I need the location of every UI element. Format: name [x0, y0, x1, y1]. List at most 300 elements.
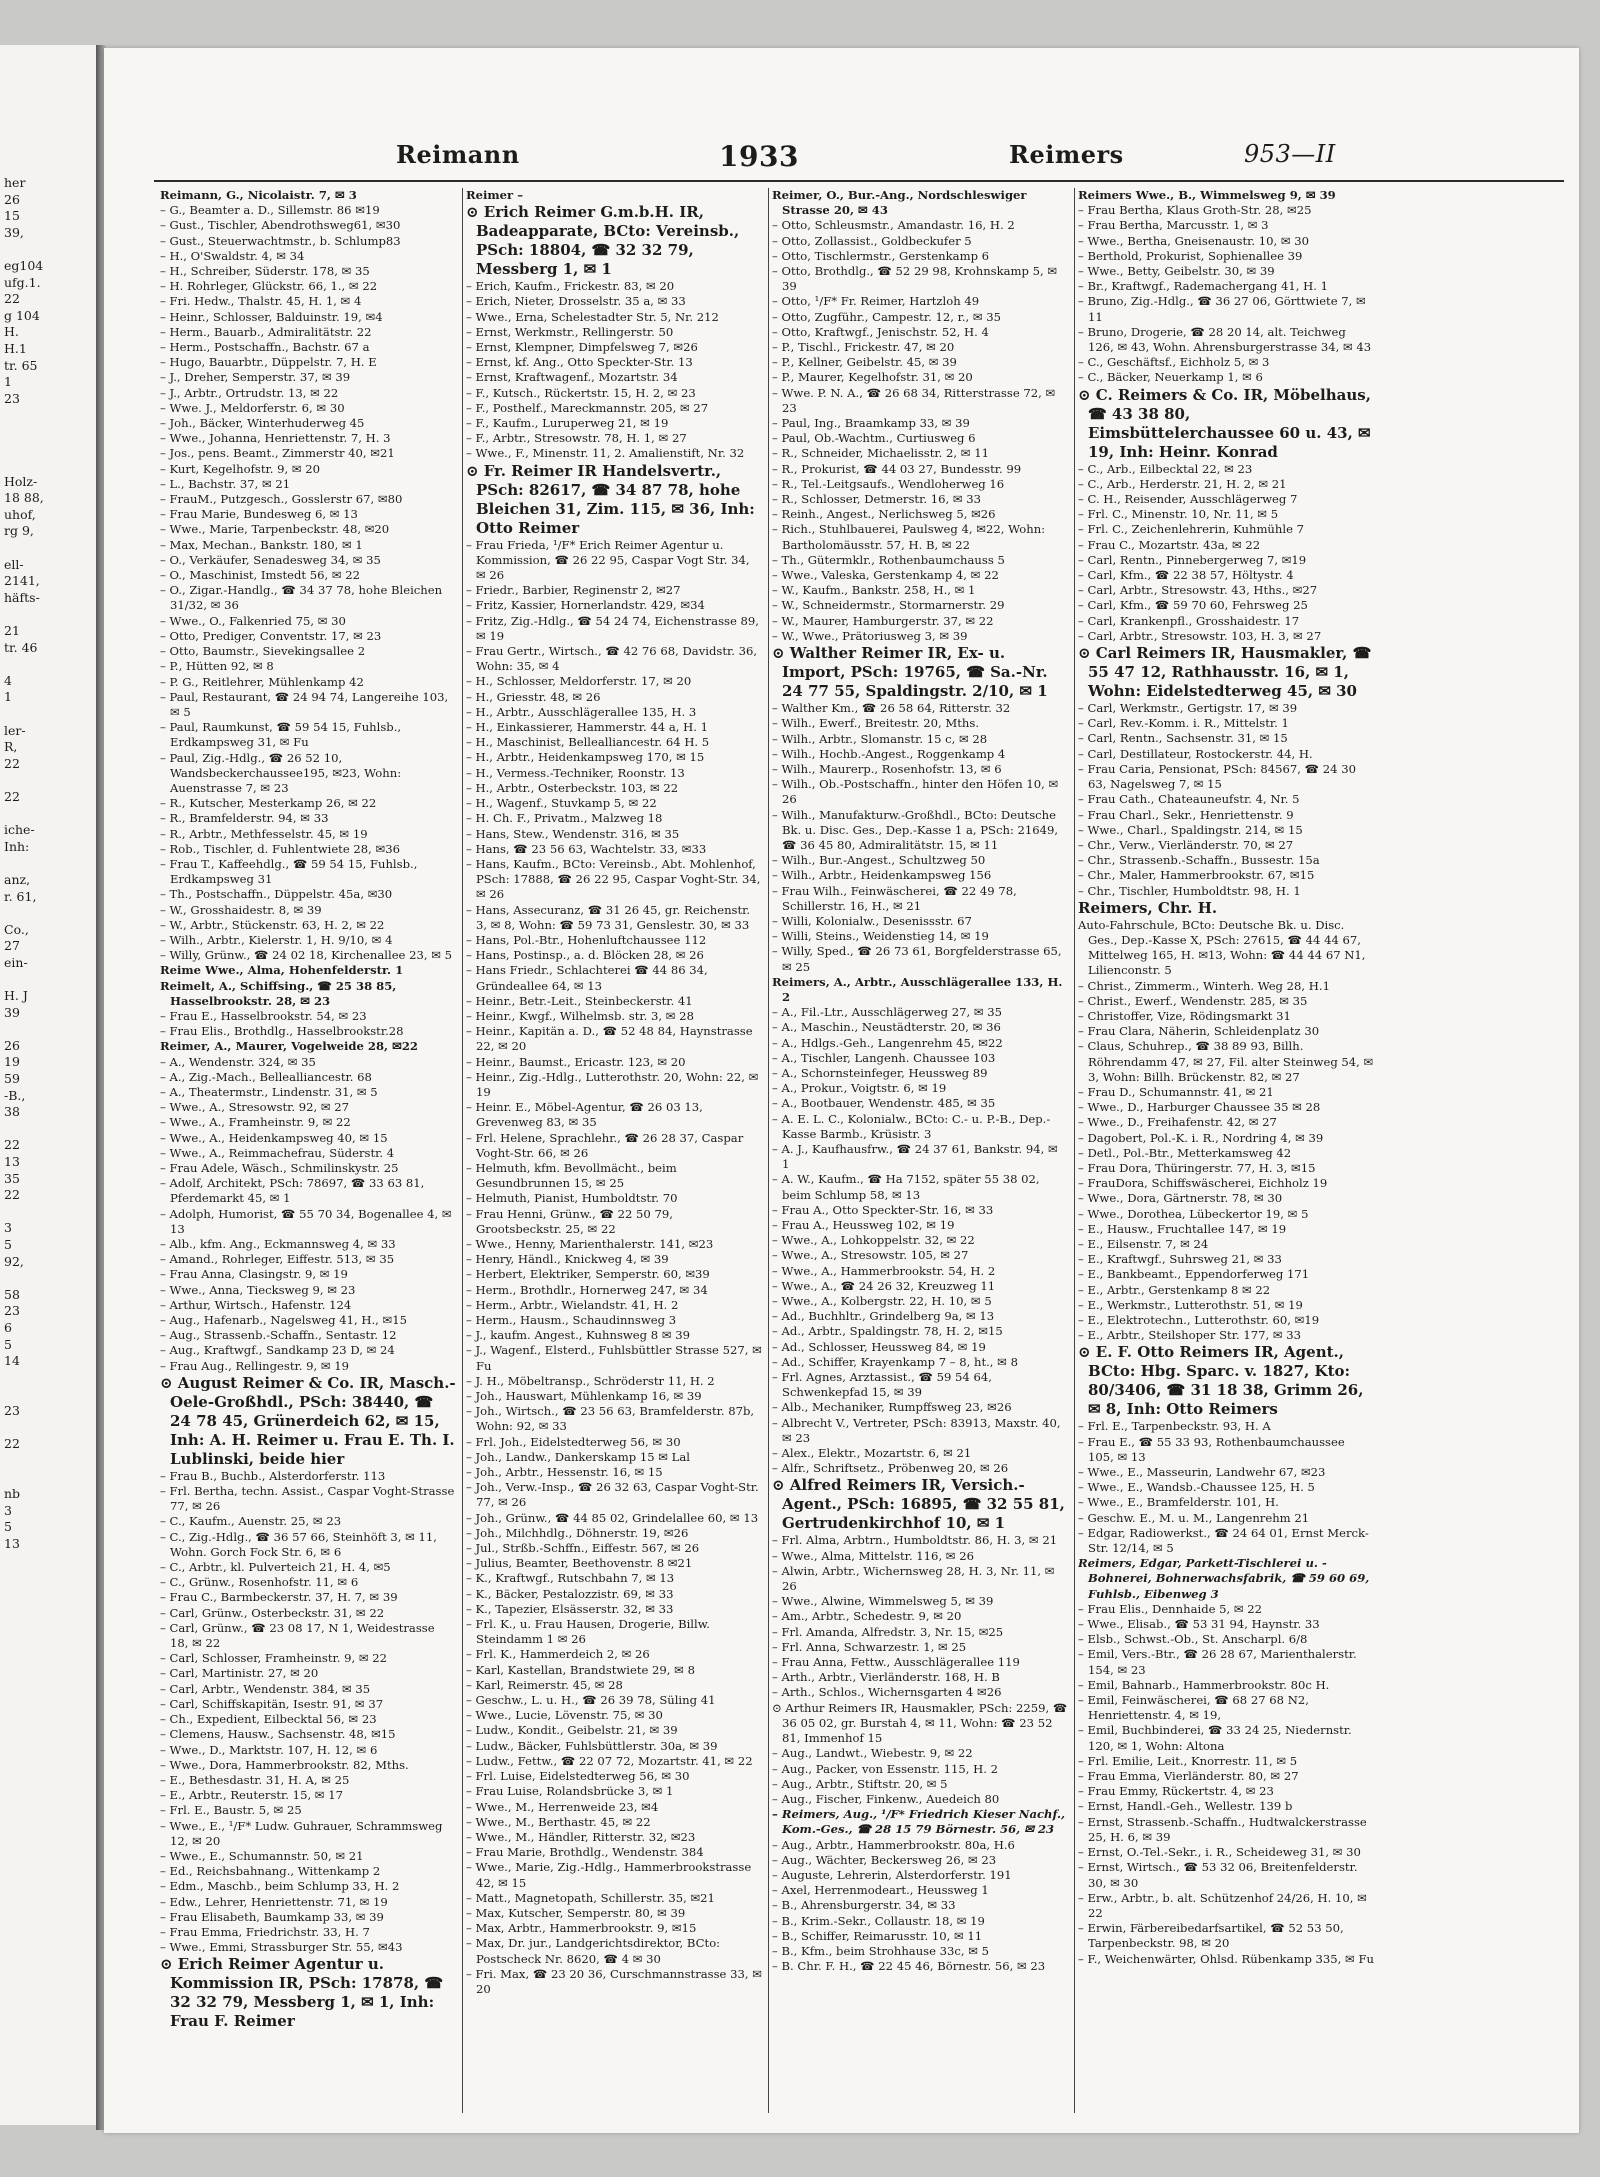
directory-entry: – Otto, Zollassist., Goldbeckufer 5 [772, 233, 972, 248]
directory-entry: – Heinr., Baumst., Ericastr. 123, ✉ 20 [466, 1054, 686, 1069]
directory-entry: – Otto, Brothdlg., ☎ 52 29 98, Krohnskamp 5, ✉ 39 [772, 264, 1058, 294]
directory-entry: – W., Arbtr., Stückenstr. 63, H. 2, ✉ 22 [160, 917, 385, 932]
left-fragment-line: eg104 [4, 257, 44, 273]
directory-entry: – Carl, Schiffskapitän, Isestr. 91, ✉ 37 [160, 1696, 384, 1711]
column-divider [1074, 188, 1075, 2113]
directory-entry: – A., Schornsteinfeger, Heussweg 89 [772, 1065, 988, 1080]
left-fragment-line [4, 424, 96, 441]
left-fragment-line [4, 972, 96, 989]
directory-entry: – Gust., Tischler, Abendrothsweg61, ✉30 [160, 218, 401, 233]
directory-entry: – Aug., Hafenarb., Nagelsweg 41, H., ✉15 [160, 1313, 408, 1328]
directory-entry: – E., Eilsenstr. 7, ✉ 24 [1078, 1236, 1209, 1251]
directory-entry: – Otto, Kraftwgf., Jenischstr. 52, H. 4 [772, 324, 989, 339]
left-fragment-line [4, 1270, 96, 1287]
directory-entry: – H., Griesstr. 48, ✉ 26 [466, 689, 601, 704]
directory-entry: ⊙ Carl Reimers IR, Hausmakler, ☎ 55 47 12, Rathhausstr. 16, ✉ 1, Wohn: Eidelstedterweg 45, ✉ 30 [1078, 644, 1372, 701]
directory-entry: – Frl. C., Minenstr. 10, Nr. 11, ✉ 5 [1078, 507, 1279, 522]
entry-columns [160, 188, 1560, 2118]
directory-entry: – Edw., Lehrer, Henriettenstr. 71, ✉ 19 [160, 1894, 388, 1909]
directory-entry: – J., Wagenf., Elsterd., Fuhlsbüttler Strasse 527, ✉ Fu [466, 1343, 762, 1373]
directory-entry: – A. J., Kaufhausfrw., ☎ 24 37 61, Bankstr. 94, ✉ 1 [772, 1141, 1058, 1172]
directory-entry: – Ed., Reichsbahnang., Wittenkamp 2 [160, 1864, 381, 1879]
left-fragment-line: 19 [4, 1054, 20, 1070]
directory-entry: – C., Kaufm., Auenstr. 25, ✉ 23 [160, 1514, 342, 1529]
directory-entry: – Aug., Arbtr., Hammerbrookstr. 80a, H.6 [772, 1837, 1015, 1852]
directory-entry: – Wwe., A., ☎ 24 26 32, Kreuzweg 11 [772, 1278, 996, 1293]
directory-entry: – Herm., Postschaffn., Bachstr. 67 a [160, 340, 370, 355]
directory-entry: – Wwe., M., Berthastr. 45, ✉ 22 [466, 1814, 651, 1829]
directory-entry: – Carl, Arbtr., Stresowstr. 103, H. 3, ✉ 27 [1078, 628, 1322, 643]
directory-entry: – Hans, Postinsp., a. d. Blöcken 28, ✉ 26 [466, 948, 704, 963]
directory-entry: – Ad., Arbtr., Spaldingstr. 78, H. 2, ✉15 [772, 1324, 1003, 1339]
directory-entry: – Heinr., Kwgf., Wilhelmsb. str. 3, ✉ 28 [466, 1008, 694, 1023]
directory-entry: – Frau E., ☎ 55 33 93, Rothenbaumchaussee 105, ✉ 13 [1078, 1434, 1345, 1464]
directory-entry: – Dagobert, Pol.-K. i. R., Nordring 4, ✉ 39 [1078, 1130, 1324, 1145]
left-fragment-line: 4 [4, 672, 12, 688]
directory-entry: Reimelt, A., Schiffsing., ☎ 25 38 85, Hasselbrookstr. 28, ✉ 23 [160, 978, 397, 1008]
left-fragment-line: 14 [4, 1353, 20, 1369]
directory-entry: – Frau Bertha, Marcusstr. 1, ✉ 3 [1078, 218, 1269, 233]
directory-entry: – Frl. K., Hammerdeich 2, ✉ 26 [466, 1647, 650, 1662]
directory-entry: – Willy, Sped., ☎ 26 73 61, Borgfelderstrasse 65, ✉ 25 [772, 944, 1062, 974]
directory-entry: – Frau Henni, Grünw., ☎ 22 50 79, Grootsbeckstr. 25, ✉ 22 [466, 1206, 673, 1236]
directory-entry: ⊙ E. F. Otto Reimers IR, Agent., BCto: Hbg. Sparc. v. 1827, Kto: 80/3406, ☎ 31 18 38, Grimm 26, ✉ 8, Inh: Otto Reimers [1078, 1343, 1364, 1419]
directory-entry: – Aug., Wächter, Beckersweg 26, ✉ 23 [772, 1852, 997, 1867]
directory-entry: – Wwe., Dora, Hammerbrookstr. 82, Mths. [160, 1757, 409, 1772]
directory-entry: – Wilh., Manufakturw.-Großhdl., BCto: Deutsche Bk. u. Disc. Ges., Dep.-Kasse 1 a, PSch: 21649, ☎ 36 45 80, Admiralitätstr. 15, ✉ 11 [772, 807, 1059, 852]
left-fragment-line: nb [4, 1485, 21, 1501]
directory-entry: – Elsb., Schwst.-Ob., St. Anscharpl. 6/8 [1078, 1632, 1308, 1647]
directory-entry: – B., Schiffer, Reimarusstr. 10, ✉ 11 [772, 1928, 983, 1943]
directory-entry: – Edm., Maschb., beim Schlump 33, H. 2 [160, 1879, 400, 1894]
directory-entry: – Ernst, Handl.-Geh., Wellestr. 139 b [1078, 1799, 1293, 1814]
column-3 [772, 188, 1068, 2113]
directory-entry: – Wwe., M., Herrenweide 23, ✉4 [466, 1799, 659, 1814]
directory-entry: – B., Ahrensburgerstr. 34, ✉ 33 [772, 1898, 956, 1913]
directory-entry: – Wwe., Charl., Spaldingstr. 214, ✉ 15 [1078, 822, 1303, 837]
directory-entry: – Frl. Anna, Schwarzestr. 1, ✉ 25 [772, 1639, 967, 1654]
directory-entry: – Frau Gertr., Wirtsch., ☎ 42 76 68, Davidstr. 36, Wohn: 35, ✉ 4 [466, 644, 758, 674]
directory-entry: – Frau Charl., Sekr., Henriettenstr. 9 [1078, 807, 1294, 822]
directory-entry: – R., Bramfelderstr. 94, ✉ 33 [160, 811, 329, 826]
left-fragment-line [4, 1121, 96, 1138]
directory-entry: – Erich, Nieter, Drosselstr. 35 a, ✉ 33 [466, 294, 686, 309]
directory-entry: – Frau Marie, Bundesweg 6, ✉ 13 [160, 507, 358, 522]
directory-entry: – Ad., Schlosser, Heussweg 84, ✉ 19 [772, 1339, 986, 1354]
directory-entry: – Carl, Kfm., ☎ 59 70 60, Fehrsweg 25 [1078, 598, 1308, 613]
directory-entry: – Max, Dr. jur., Landgerichtsdirektor, BCto: Postscheck Nr. 8620, ☎ 4 ✉ 30 [466, 1936, 721, 1966]
directory-entry: – Carl, Arbtr., Wendenstr. 384, ✉ 35 [160, 1681, 371, 1696]
directory-entry: – Willi, Kolonialw., Desenissstr. 67 [772, 913, 972, 928]
directory-entry: – Emil, Vers.-Btr., ☎ 26 28 67, Marienthalerstr. 154, ✉ 23 [1078, 1647, 1357, 1677]
left-fragment-line: rg 9, [4, 523, 34, 539]
directory-entry: – H., Wagenf., Stuvkamp 5, ✉ 22 [466, 796, 657, 811]
left-fragment-line: tr. 46 [4, 639, 38, 655]
directory-entry: – Frau C., Barmbeckerstr. 37, H. 7, ✉ 39 [160, 1590, 398, 1605]
directory-entry: – Heinr., Zig.-Hdlg., Lutterothstr. 20, Wohn: 22, ✉ 19 [466, 1069, 759, 1099]
directory-entry: – O., Zigar.-Handlg., ☎ 34 37 78, hohe Bleichen 31/32, ✉ 36 [160, 583, 443, 613]
directory-entry: – Am., Arbtr., Schedestr. 9, ✉ 20 [772, 1609, 962, 1624]
left-fragment-line [4, 441, 96, 458]
directory-entry: – Rob., Tischler, d. Fuhlentwiete 28, ✉36 [160, 841, 400, 856]
directory-entry: – Frau D., Schumannstr. 41, ✉ 21 [1078, 1084, 1274, 1099]
directory-page [104, 48, 1579, 2133]
directory-entry: ⊙ Erich Reimer G.m.b.H. IR, Badeapparate, BCto: Vereinsb., PSch: 18804, ☎ 32 32 79, Messberg 1, ✉ 1 [466, 203, 740, 279]
directory-entry: – Carl, Kfm., ☎ 22 38 57, Höltystr. 4 [1078, 568, 1294, 583]
directory-entry: – Max, Kutscher, Semperstr. 80, ✉ 39 [466, 1905, 686, 1920]
directory-entry: – W., Kaufm., Bankstr. 258, H., ✉ 1 [772, 583, 976, 598]
left-fragment-line: ell- [4, 556, 24, 572]
directory-entry: Reimers, A., Arbtr., Ausschlägerallee 133, H. 2 [772, 974, 1063, 1004]
directory-entry: – P., Kellner, Geibelstr. 45, ✉ 39 [772, 355, 957, 370]
directory-entry: – Berthold, Prokurist, Sophienallee 39 [1078, 248, 1303, 263]
directory-entry: – Carl, Rentn., Sachsenstr. 31, ✉ 15 [1078, 731, 1288, 746]
left-fragment-line: 5 [4, 1237, 12, 1252]
left-fragment-line: uhof, [4, 506, 36, 522]
directory-entry: – Frau Elis., Dennhaide 5, ✉ 22 [1078, 1601, 1263, 1616]
directory-entry: – Frau B., Buchb., Alsterdorferstr. 113 [160, 1468, 386, 1483]
directory-entry: – C., Arb., Eilbecktal 22, ✉ 23 [1078, 461, 1253, 476]
directory-entry: – Frau E., Hasselbrookstr. 54, ✉ 23 [160, 1008, 367, 1023]
directory-entry: ⊙ Erich Reimer Agentur u. Kommission IR, PSch: 17878, ☎ 32 32 79, Messberg 1, ✉ 1, Inh: Frau F. Reimer [160, 1955, 444, 2031]
directory-entry: – Jos., pens. Beamt., Zimmerstr 40, ✉21 [160, 446, 395, 461]
directory-entry: – Rich., Stuhlbauerei, Paulsweg 4, ✉22, Wohn: Bartholomäusstr. 57, H. B, ✉ 22 [772, 522, 1046, 552]
directory-entry: – Wwe., E., ¹/F* Ludw. Guhrauer, Schrammsweg 12, ✉ 20 [160, 1818, 443, 1848]
left-fragment-line: 23 [4, 1303, 20, 1319]
directory-entry: – Wwe., A., Stresowstr. 105, ✉ 27 [772, 1248, 969, 1263]
left-fragment-line: 59 [4, 1071, 20, 1087]
directory-entry: – Wwe., Valeska, Gerstenkamp 4, ✉ 22 [772, 568, 999, 583]
directory-entry: – Kurt, Kegelhofstr. 9, ✉ 20 [160, 461, 321, 476]
directory-entry: – Otto, ¹/F* Fr. Reimer, Hartzloh 49 [772, 294, 980, 309]
directory-entry: – A., Fil.-Ltr., Ausschlägerweg 27, ✉ 35 [772, 1005, 1002, 1020]
left-fragment-line: 22 [4, 1436, 20, 1452]
directory-entry: – Paul, Zig.-Hdlg., ☎ 26 52 10, Wandsbeckerchaussee195, ✉23, Wohn: Auenstrasse 7, ✉ 23 [160, 750, 402, 795]
left-fragment-line: 35 [4, 1170, 20, 1186]
directory-entry: – Wwe., E., Masseurin, Landwehr 67, ✉23 [1078, 1465, 1326, 1480]
directory-entry: – Gust., Steuerwachtmstr., b. Schlump83 [160, 233, 401, 248]
directory-entry: – E., Elektrotechn., Lutterothstr. 60, ✉19 [1078, 1313, 1320, 1327]
directory-entry: ⊙ Alfred Reimers IR, Versich.-Agent., PSch: 16895, ☎ 32 55 81, Gertrudenkirchhof 10, ✉ 1 [772, 1476, 1065, 1533]
directory-entry: – Claus, Schuhrep., ☎ 38 89 93, Billh. Röhrendamm 47, ✉ 27, Fil. alter Steinweg 54, ✉ 3, Wohn: Billh. Brückenstr. 82, ✉ 27 [1078, 1039, 1374, 1084]
directory-entry: – Wwe., A., Heidenkampsweg 40, ✉ 15 [160, 1130, 388, 1145]
directory-entry: Reimers, Chr. H. [1078, 898, 1218, 917]
directory-entry: – Reinh., Angest., Nerlichsweg 5, ✉26 [772, 507, 996, 522]
directory-entry: – Wilh., Arbtr., Kielerstr. 1, H. 9/10, ✉ 4 [160, 932, 393, 947]
directory-entry: – Frau A., Otto Speckter-Str. 16, ✉ 33 [772, 1202, 994, 1217]
directory-entry: – Albrecht V., Vertreter, PSch: 83913, Maxstr. 40, ✉ 23 [772, 1415, 1061, 1445]
directory-entry: – Carl, Grünw., ☎ 23 08 17, N 1, Weidestrasse 18, ✉ 22 [160, 1620, 435, 1651]
directory-entry: – Ludw., Bäcker, Fuhlsbüttlerstr. 30a, ✉ 39 [466, 1738, 718, 1753]
directory-entry: – Wwe., Alwine, Wimmelsweg 5, ✉ 39 [772, 1594, 994, 1609]
directory-entry: Reimann, G., Nicolaistr. 7, ✉ 3 [160, 188, 357, 202]
left-fragment-line: 6 [4, 1319, 12, 1335]
left-fragment-line: tr. 65 [4, 357, 38, 373]
left-fragment-line: 18 88, [4, 490, 44, 506]
directory-entry: – Ernst, Kraftwagenf., Mozartstr. 34 [466, 370, 678, 385]
left-fragment-line: 1 [4, 374, 12, 390]
left-fragment-line: häfts- [4, 589, 40, 605]
directory-entry: – Frau Caria, Pensionat, PSch: 84567, ☎ 24 30 63, Nagelsweg 7, ✉ 15 [1078, 761, 1356, 792]
directory-entry: – Joh., Bäcker, Winterhuderweg 45 [160, 416, 365, 431]
directory-entry: – Aug., Fischer, Finkenw., Auedeich 80 [772, 1791, 1000, 1806]
directory-entry: – Alfr., Schriftsetz., Pröbenweg 20, ✉ 26 [772, 1461, 1009, 1476]
directory-entry: – Frl. E., Baustr. 5, ✉ 25 [160, 1803, 302, 1818]
directory-entry: – Carl, Arbtr., Stresowstr. 43, Hths., ✉27 [1078, 583, 1318, 598]
directory-entry: – Wwe., Marie, Tarpenbeckstr. 48, ✉20 [160, 522, 390, 537]
directory-entry: – A., Maschin., Neustädterstr. 20, ✉ 36 [772, 1020, 1001, 1035]
left-fragment-line: 23 [4, 1402, 20, 1418]
column-divider [462, 188, 463, 2113]
directory-entry: – Herbert, Elektriker, Semperstr. 60, ✉39 [466, 1267, 710, 1282]
directory-entry: – C. H., Reisender, Ausschlägerweg 7 [1078, 492, 1298, 507]
directory-entry: – B., Krim.-Sekr., Collaustr. 18, ✉ 19 [772, 1913, 985, 1928]
directory-entry: – Christoffer, Vize, Rödingsmarkt 31 [1078, 1008, 1291, 1023]
directory-entry: – Ernst, O.-Tel.-Sekr., i. R., Scheideweg 31, ✉ 30 [1078, 1845, 1361, 1860]
directory-entry: – Carl, Werkmstr., Gertigstr. 17, ✉ 39 [1078, 701, 1298, 716]
directory-entry: – H., Schreiber, Süderstr. 178, ✉ 35 [160, 264, 370, 279]
directory-entry: – R., Prokurist, ☎ 44 03 27, Bundesstr. 99 [772, 461, 1022, 476]
left-fragment-line: 39, [4, 224, 24, 240]
directory-entry: – Fri. Hedw., Thalstr. 45, H. 1, ✉ 4 [160, 294, 362, 309]
directory-entry: – Carl, Rev.-Komm. i. R., Mittelstr. 1 [1078, 716, 1289, 731]
directory-entry: – Helmuth, kfm. Bevollmächt., beim Gesundbrunnen 15, ✉ 25 [466, 1160, 677, 1191]
directory-entry: ⊙ C. Reimers & Co. IR, Möbelhaus, ☎ 43 38 80, Eimsbüttelerchaussee 60 u. 43, ✉ 19, Inh: Heinr. Konrad [1078, 385, 1371, 461]
directory-entry: – Frl. Amanda, Alfredstr. 3, Nr. 15, ✉25 [772, 1624, 1004, 1639]
directory-entry: – Wwe., Henny, Marienthalerstr. 141, ✉23 [466, 1236, 714, 1251]
directory-entry: – Ernst, Klempner, Dimpfelsweg 7, ✉26 [466, 340, 698, 355]
directory-entry: – Wilh., Arbtr., Slomanstr. 15 c, ✉ 28 [772, 731, 988, 746]
left-fragment-line [4, 855, 96, 872]
directory-entry: – Arth., Schlos., Wichernsgarten 4 ✉26 [772, 1685, 1002, 1700]
directory-entry: – Ludw., Kondit., Geibelstr. 21, ✉ 39 [466, 1723, 678, 1738]
left-fragment-line: 1 [4, 689, 12, 705]
directory-entry: – Fri. Max, ☎ 23 20 36, Curschmannstrasse 33, ✉ 20 [466, 1966, 762, 1996]
directory-entry: – Ernst, Wirtsch., ☎ 53 32 06, Breitenfelderstr. 30, ✉ 30 [1078, 1860, 1358, 1890]
left-fragment-line [4, 706, 96, 723]
left-fragment-line: 22 [4, 755, 20, 771]
directory-entry: – J., kaufm. Angest., Kuhnsweg 8 ✉ 39 [466, 1328, 690, 1343]
directory-entry: Reime Wwe., Alma, Hohenfelderstr. 1 [160, 963, 404, 978]
left-fragment-line: Co., [4, 921, 29, 937]
left-fragment-line: ein- [4, 954, 28, 970]
directory-entry: – FrauDora, Schiffswäscherei, Eichholz 19 [1078, 1176, 1328, 1191]
left-fragment-line: 92, [4, 1253, 24, 1269]
left-fragment-line: -B., [4, 1087, 26, 1103]
directory-entry: – Friedr., Barbier, Reginenstr 2, ✉27 [466, 583, 681, 598]
left-fragment-line: iche- [4, 822, 35, 838]
directory-entry: – R., Arbtr., Methfesselstr. 45, ✉ 19 [160, 826, 368, 841]
directory-entry: – Erw., Arbtr., b. alt. Schützenhof 24/26, H. 10, ✉ 22 [1078, 1890, 1367, 1920]
left-fragment-line: Inh: [4, 838, 30, 854]
left-fragment-line: 13 [4, 1154, 20, 1170]
directory-entry: – E., Arbtr., Gerstenkamp 8 ✉ 22 [1078, 1282, 1271, 1297]
directory-entry: – Chr., Verw., Vierländerstr. 70, ✉ 27 [1078, 837, 1294, 852]
directory-entry: – Frau T., Kaffeehdlg., ☎ 59 54 15, Fuhlsb., Erdkampsweg 31 [160, 856, 418, 887]
directory-entry: – Henry, Händl., Knickweg 4, ✉ 39 [466, 1252, 669, 1267]
directory-entry: – Max, Arbtr., Hammerbrookstr. 9, ✉15 [466, 1921, 697, 1936]
directory-entry: – E., Arbtr., Steilshoper Str. 177, ✉ 33 [1078, 1328, 1301, 1343]
directory-entry: – Chr., Tischler, Humboldtstr. 98, H. 1 [1078, 883, 1301, 898]
directory-entry: – Carl, Schlosser, Framheinstr. 9, ✉ 22 [160, 1651, 388, 1666]
directory-entry: – H. Ch. F., Privatm., Malzweg 18 [466, 811, 663, 826]
directory-entry: – Wilh., Bur.-Angest., Schultzweg 50 [772, 853, 986, 868]
left-fragment-line [4, 905, 96, 922]
directory-entry: – P. G., Reitlehrer, Mühlenkamp 42 [160, 674, 364, 689]
directory-entry: – Frau Marie, Brothdlg., Wendenstr. 384 [466, 1845, 704, 1860]
directory-entry: – A., Wendenstr. 324, ✉ 35 [160, 1054, 316, 1069]
directory-entry: – Wilh., Ewerf., Breitestr. 20, Mths. [772, 716, 980, 731]
directory-entry: – Alb., kfm. Ang., Eckmannsweg 4, ✉ 33 [160, 1237, 396, 1252]
directory-entry: – E., Arbtr., Reuterstr. 15, ✉ 17 [160, 1788, 343, 1803]
directory-entry: – C., Bäcker, Neuerkamp 1, ✉ 6 [1078, 370, 1263, 385]
directory-entry: – K., Tapezier, Elsässerstr. 32, ✉ 33 [466, 1601, 674, 1616]
left-fragment-line [4, 457, 96, 474]
left-fragment-line [4, 241, 96, 258]
left-fragment-line: ler- [4, 722, 26, 738]
directory-entry: – H., Arbtr., Heidenkampsweg 170, ✉ 15 [466, 750, 705, 765]
directory-entry: – Carl, Rentn., Pinnebergerweg 7, ✉19 [1078, 552, 1307, 567]
directory-entry: Auto-Fahrschule, BCto: Deutsche Bk. u. Disc. Ges., Dep.-Kasse X, PSch: 27615, ☎ 44 44 67, Mittelweg 165, H. ✉13, Wohn: ☎ 44 44 67 N1, Lilienconstr. 5 [1078, 917, 1366, 978]
directory-entry: – F., Kutsch., Rückertstr. 15, H. 2, ✉ 23 [466, 385, 696, 400]
directory-entry: – Frau Adele, Wäsch., Schmilinskystr. 25 [160, 1161, 399, 1175]
directory-entry: – Aug., Kraftwgf., Sandkamp 23 D, ✉ 24 [160, 1343, 395, 1358]
directory-entry: – J. H., Möbeltransp., Schröderstr 11, H. 2 [466, 1373, 715, 1388]
directory-entry: – Herm., Bauarb., Admiralitätstr. 22 [160, 324, 372, 339]
directory-entry: – Axel, Herrenmodeart., Heussweg 1 [772, 1883, 989, 1898]
left-fragment-line: 23 [4, 390, 20, 406]
directory-entry: – Frau Anna, Clasingstr. 9, ✉ 19 [160, 1267, 348, 1282]
directory-entry: – Wwe., Anna, Tiecksweg 9, ✉ 23 [160, 1282, 356, 1297]
directory-entry: – C., Grünw., Rosenhofstr. 11, ✉ 6 [160, 1575, 359, 1590]
directory-entry: – Frl. Alma, Arbtrn., Humboldtstr. 86, H. 3, ✉ 21 [772, 1533, 1058, 1548]
directory-entry: – Heinr., Schlosser, Balduinstr. 19, ✉4 [160, 309, 383, 324]
left-fragment-line [4, 1021, 96, 1038]
directory-entry: – Alwin, Arbtr., Wichernsweg 28, H. 3, Nr. 11, ✉ 26 [772, 1563, 1055, 1594]
directory-entry: – Bruno, Zig.-Hdlg., ☎ 36 27 06, Görttwiete 7, ✉ 11 [1078, 294, 1366, 324]
directory-entry: – Frl. E., Tarpenbeckstr. 93, H. A [1078, 1419, 1271, 1434]
left-fragment-line: ufg.1. [4, 274, 41, 290]
directory-entry: – E., Bankbeamt., Eppendorferweg 171 [1078, 1267, 1310, 1282]
directory-entry: – Amand., Rohrleger, Eiffestr. 513, ✉ 35 [160, 1252, 395, 1267]
directory-entry: – Walther Km., ☎ 26 58 64, Ritterstr. 32 [772, 701, 1011, 716]
column-divider [768, 188, 769, 2113]
directory-entry: – Max, Mechan., Bankstr. 180, ✉ 1 [160, 537, 363, 552]
directory-entry: ⊙ Fr. Reimer IR Handelsvertr., PSch: 82617, ☎ 34 87 78, hohe Bleichen 31, Zim. 115, ✉ 36, Inh: Otto Reimer [466, 461, 755, 537]
directory-entry: – Wwe., A., Kolbergstr. 22, H. 10, ✉ 5 [772, 1294, 992, 1309]
directory-entry: – Wwe., Marie, Zig.-Hdlg., Hammerbrookstrasse 42, ✉ 15 [466, 1860, 752, 1890]
directory-entry: – H., Schlosser, Meldorferstr. 17, ✉ 20 [466, 674, 692, 689]
left-fragment-line: R, [4, 739, 18, 755]
directory-entry: – Joh., Arbtr., Hessenstr. 16, ✉ 15 [466, 1465, 663, 1480]
left-fragment-line: 15 [4, 208, 20, 224]
directory-entry: – Alb., Mechaniker, Rumpffsweg 23, ✉26 [772, 1400, 1012, 1415]
directory-entry: – Frl. C., Zeichenlehrerin, Kuhmühle 7 [1078, 522, 1304, 537]
directory-entry: – Wilh., Maurerp., Rosenhofstr. 13, ✉ 6 [772, 761, 1002, 776]
directory-entry: – E., Bethesdastr. 31, H. A, ✉ 25 [160, 1772, 350, 1787]
directory-entry: – Frau Clara, Näherin, Schleidenplatz 30 [1078, 1024, 1320, 1039]
directory-entry: – A., Bootbauer, Wendenstr. 485, ✉ 35 [772, 1096, 996, 1111]
left-fragment-line [4, 1204, 96, 1221]
directory-entry: – Wilh., Ob.-Postschaffn., hinter den Höfen 10, ✉ 26 [772, 777, 1059, 807]
directory-entry: – Frau Frieda, ¹/F* Erich Reimer Agentur u. Kommission, ☎ 26 22 95, Caspar Vogt Str. 34, ✉ 26 [466, 537, 750, 583]
directory-entry: – Emil, Feinwäscherei, ☎ 68 27 68 N2, Henriettenstr. 4, ✉ 19, [1078, 1693, 1309, 1723]
left-fragment-line: H. J [4, 988, 28, 1004]
directory-entry: – Emil, Buchbinderei, ☎ 33 24 25, Niedernstr. 120, ✉ 1, Wohn: Altona [1078, 1723, 1352, 1753]
directory-entry: – Frau Anna, Fettw., Ausschlägerallee 119 [772, 1655, 1020, 1670]
directory-entry: – Hans, Assecuranz, ☎ 31 26 45, gr. Reichenstr. 3, ✉ 8, Wohn: ☎ 59 73 31, Genslestr. 30, ✉ 33 [466, 902, 751, 932]
directory-entry: – Wwe., D., Freihafenstr. 42, ✉ 27 [1078, 1115, 1277, 1130]
directory-entry: – Frau Elis., Brothdlg., Hasselbrookstr.28 [160, 1024, 404, 1039]
directory-entry: – P., Maurer, Kegelhofstr. 31, ✉ 20 [772, 370, 973, 385]
directory-entry: – Fritz, Zig.-Hdlg., ☎ 54 24 74, Eichenstrasse 89, ✉ 19 [466, 613, 759, 643]
directory-entry: – R., Tel.-Leitgsaufs., Wendloherweg 16 [772, 476, 1005, 491]
directory-entry: – A., Tischler, Langenh. Chaussee 103 [772, 1050, 996, 1065]
directory-entry: – Clemens, Hausw., Sachsenstr. 48, ✉15 [160, 1727, 396, 1742]
directory-entry: – Christ., Zimmerm., Winterh. Weg 28, H.1 [1078, 978, 1330, 993]
directory-entry: Reimers, Edgar, Parkett-Tischlerei u. -Bohnerei, Bohnerwachsfabrik, ☎ 59 60 69, Fuhlsb., Eibenweg 3 [1078, 1556, 1370, 1601]
directory-entry: – G., Beamter a. D., Sillemstr. 86 ✉19 [160, 203, 380, 218]
left-fragment-line: 5 [4, 1336, 12, 1352]
directory-entry: – J., Dreher, Semperstr. 37, ✉ 39 [160, 370, 351, 385]
directory-entry: – Aug., Arbtr., Stiftstr. 20, ✉ 5 [772, 1776, 948, 1791]
directory-entry: – Frl. Joh., Eidelstedterweg 56, ✉ 30 [466, 1434, 681, 1449]
directory-entry: – Chr., Maler, Hammerbrookstr. 67, ✉15 [1078, 868, 1315, 883]
directory-entry: – Wwe. P. N. A., ☎ 26 68 34, Ritterstrasse 72, ✉ 23 [772, 385, 1056, 415]
left-fragment-line [4, 1453, 96, 1470]
directory-entry: – A. W., Kaufm., ☎ Ha 7152, später 55 38 02, beim Schlump 58, ✉ 13 [772, 1172, 1040, 1202]
directory-entry: – Ludw., Fettw., ☎ 22 07 72, Mozartstr. 41, ✉ 22 [466, 1753, 753, 1768]
header-year: 1933 [719, 140, 799, 173]
directory-entry: – Frau C., Mozartstr. 43a, ✉ 22 [1078, 537, 1261, 552]
directory-entry: – Ernst, Werkmstr., Rellingerstr. 50 [466, 324, 674, 339]
directory-entry: – K., Bäcker, Pestalozzistr. 69, ✉ 33 [466, 1586, 674, 1601]
directory-entry: – Frau Cath., Chateauneufstr. 4, Nr. 5 [1078, 792, 1300, 807]
directory-entry: – Aug., Strassenb.-Schaffn., Sentastr. 12 [160, 1328, 397, 1343]
directory-entry: – Paul, Ob.-Wachtm., Curtiusweg 6 [772, 431, 976, 446]
left-fragment-line: 3 [4, 1502, 12, 1518]
directory-entry: – Karl, Reimerstr. 45, ✉ 28 [466, 1677, 623, 1692]
directory-entry: – Otto, Prediger, Conventstr. 17, ✉ 23 [160, 628, 382, 643]
directory-entry: – Frl. Helene, Sprachlehr., ☎ 26 28 37, Caspar Voght-Str. 66, ✉ 26 [466, 1130, 744, 1160]
directory-entry: – Wwe., Betty, Geibelstr. 30, ✉ 39 [1078, 264, 1275, 279]
directory-entry: – Herm., Hausm., Schaudinnsweg 3 [466, 1313, 677, 1327]
directory-entry: Reimer – [466, 188, 524, 202]
directory-entry: – H., Einkassierer, Hammerstr. 44 a, H. 1 [466, 720, 708, 735]
directory-entry: – H., Arbtr., Ausschlägerallee 135, H. 3 [466, 704, 697, 719]
left-fragment-line: H.1 [4, 340, 27, 356]
left-fragment-line [4, 606, 96, 623]
directory-entry: – Frau Dora, Thüringerstr. 77, H. 3, ✉15 [1078, 1160, 1316, 1175]
directory-entry: – A., Theatermstr., Lindenstr. 31, ✉ 5 [160, 1084, 378, 1099]
directory-entry: – Frau A., Heussweg 102, ✉ 19 [772, 1218, 955, 1232]
directory-entry: – Bruno, Drogerie, ☎ 28 20 14, alt. Teichweg 126, ✉ 43, Wohn. Ahrensburgerstrasse 34, ✉ 43 [1078, 324, 1372, 355]
directory-entry: – Ernst, Strassenb.-Schaffn., Hudtwalckerstrasse 25, H. 6, ✉ 39 [1078, 1814, 1367, 1844]
directory-entry: – Christ., Ewerf., Wendenstr. 285, ✉ 35 [1078, 993, 1308, 1008]
directory-entry: – Otto, Zugführ., Campestr. 12, r., ✉ 35 [772, 309, 1002, 324]
directory-entry: – Wwe., F., Minenstr. 11, 2. Amalienstift, Nr. 32 [466, 446, 745, 461]
left-fragment-line: 22 [4, 788, 20, 804]
directory-entry: – W., Schneidermstr., Stormarnerstr. 29 [772, 598, 1005, 613]
directory-entry: – Helmuth, Pianist, Humboldtstr. 70 [466, 1191, 678, 1206]
directory-entry: – F., Kaufm., Luruperweg 21, ✉ 19 [466, 416, 669, 431]
directory-entry: – Willy, Grünw., ☎ 24 02 18, Kirchenallee 23, ✉ 5 [160, 948, 452, 963]
directory-entry: – E., Werkmstr., Lutterothstr. 51, ✉ 19 [1078, 1297, 1303, 1312]
directory-entry: – Jul., Strßb.-Schffn., Eiffestr. 567, ✉ 26 [466, 1541, 700, 1556]
directory-entry: – Karl, Kastellan, Brandstwiete 29, ✉ 8 [466, 1662, 695, 1677]
directory-entry: – A., Prokur., Voigtstr. 6, ✉ 19 [772, 1081, 947, 1096]
directory-entry: – Wwe., Erna, Schelestadter Str. 5, Nr. 212 [466, 309, 719, 324]
